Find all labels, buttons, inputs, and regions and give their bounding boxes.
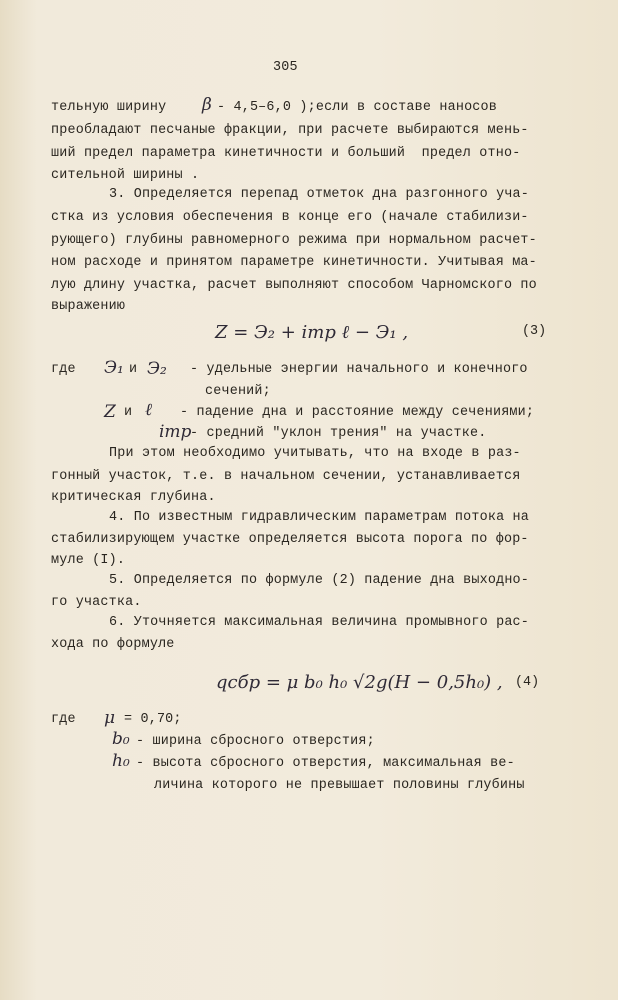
mu-symbol: μ <box>104 708 116 728</box>
definition-text: = 0,70; <box>124 712 182 727</box>
equation-4: qсбр = μ b₀ h₀ √2g(H − 0,5h₀) , <box>216 672 503 693</box>
definition-text: - средний "уклон трения" на участке. <box>190 426 487 441</box>
equation-3: Z = Э₂ + iтр ℓ − Э₁ , <box>215 322 409 343</box>
text-line: хода по формуле <box>51 637 175 652</box>
text-line: тельную ширину <box>51 100 167 115</box>
text-line: - 4,5–6,0 );если в составе наносов <box>217 100 498 115</box>
where-label: где <box>51 362 76 377</box>
text-line: рующего) глубины равномерного режима при нормальном расчет- <box>51 233 537 248</box>
definition-text: - падение дна и расстояние между сечениями; <box>180 405 535 420</box>
text-line: стка из условия обеспечения в конце его (начале стабилизи- <box>51 210 529 225</box>
text-line: При этом необходимо учитывать, что на входе в раз- <box>109 446 521 461</box>
text-line: 3. Определяется перепад отметок дна разгонного уча- <box>109 187 530 202</box>
equation-4-number: (4) <box>515 675 540 690</box>
definition-text: сечений; <box>205 384 271 399</box>
text-line: ном расходе и принятом параметре кинетичности. Учитывая ма- <box>51 255 537 270</box>
energy-symbol-1: Э₁ <box>104 358 124 378</box>
text-line: ший предел параметра кинетичности и больший предел отно- <box>51 146 521 161</box>
and-word: и <box>124 405 133 420</box>
text-line: 5. Определяется по формуле (2) падение дна выходно- <box>109 573 530 588</box>
l-symbol: ℓ <box>145 400 153 420</box>
text-line: выражению <box>51 299 126 314</box>
and-word: и <box>129 362 138 377</box>
definition-text: - удельные энергии начального и конечного <box>190 362 528 377</box>
definition-text: - ширина сбросного отверстия; <box>136 734 375 749</box>
text-line: муле (I). <box>51 553 126 568</box>
text-line: сительной ширины . <box>51 168 200 183</box>
equation-3-number: (3) <box>522 324 547 339</box>
energy-symbol-2: Э₂ <box>147 359 167 379</box>
text-line: 6. Уточняется максимальная величина промывного рас- <box>109 615 530 630</box>
beta-symbol: β <box>202 95 212 115</box>
z-symbol: Z <box>104 402 116 422</box>
text-line: преобладают песчаные фракции, при расчете выбираются мень- <box>51 123 529 138</box>
definition-text: личина которого не превышает половины глубины <box>154 778 525 793</box>
text-line: критическая глубина. <box>51 490 216 505</box>
text-line: 4. По известным гидравлическим параметрам потока на <box>109 510 530 525</box>
height-symbol: h₀ <box>112 751 130 771</box>
text-line: гонный участок, т.е. в начальном сечении, устанавливается <box>51 469 521 484</box>
text-line: го участка. <box>51 595 142 610</box>
text-line: лую длину участка, расчет выполняют способом Чарномского по <box>51 278 537 293</box>
width-symbol: b₀ <box>112 729 130 749</box>
page-number: 305 <box>273 60 298 75</box>
definition-text: - высота сбросного отверстия, максимальная ве- <box>136 756 515 771</box>
text-line: стабилизирующем участке определяется высота порога по фор- <box>51 532 529 547</box>
where-label: где <box>51 712 76 727</box>
friction-slope-symbol: iтр <box>159 422 192 442</box>
